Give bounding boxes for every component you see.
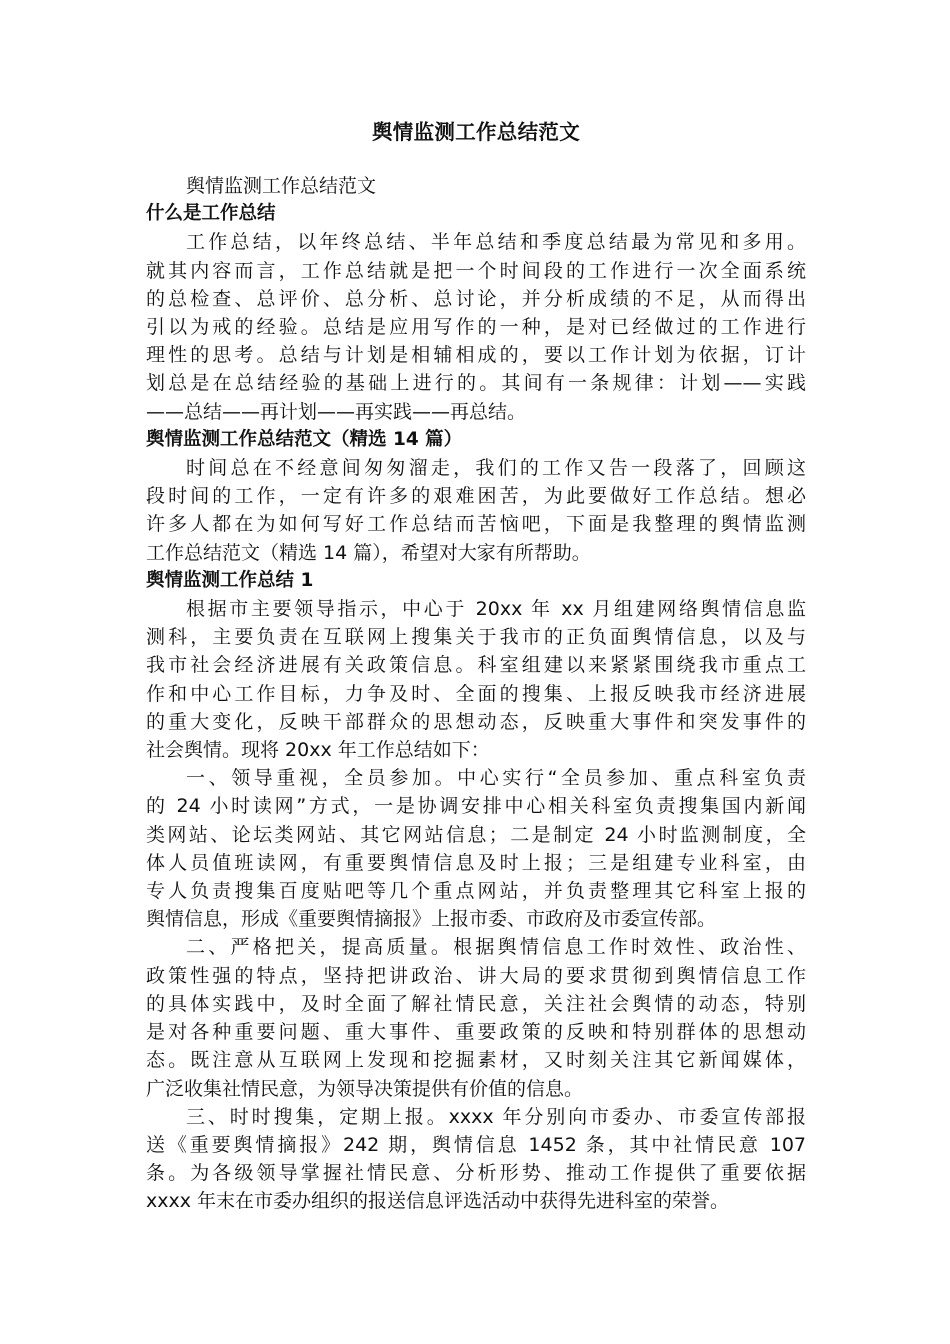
section-heading: 舆情监测工作总结范文（精选 14 篇）: [146, 428, 463, 450]
paragraph-line: 政策性强的特点，坚持把讲政治、讲大局的要求贯彻到舆情信息工作: [146, 964, 806, 987]
paragraph-line: 许多人都在为如何写好工作总结而苦恼吧，下面是我整理的舆情监测: [146, 513, 806, 536]
document-title: 舆情监测工作总结范文: [372, 120, 580, 144]
paragraph-line: 三、时时搜集，定期上报。xxxx 年分别向市委办、市委宣传部报: [186, 1105, 806, 1128]
paragraph-line: 是对各种重要问题、重大事件、重要政策的反映和特别群体的思想动: [146, 1021, 806, 1044]
document-subtitle: 舆情监测工作总结范文: [186, 175, 377, 197]
paragraph-line: 的总检查、总评价、总分析、总讨论，并分析成绩的不足，从而得出: [146, 287, 806, 310]
paragraph-line: 的具体实践中，及时全面了解社情民意，关注社会舆情的动态，特别: [146, 992, 806, 1015]
paragraph-line: 二、严格把关，提高质量。根据舆情信息工作时效性、政治性、: [186, 936, 806, 959]
paragraph-line: 作和中心工作目标，力争及时、全面的搜集、上报反映我市经济进展: [146, 682, 806, 705]
paragraph-line: 的 24 小时读网”方式，一是协调安排中心相关科室负责搜集国内新闻: [146, 795, 806, 818]
body-paragraph: [146, 764, 806, 933]
paragraph-line: 段时间的工作，一定有许多的艰难困苦，为此要做好工作总结。想必: [146, 485, 806, 508]
paragraph-line: 舆情信息，形成《重要舆情摘报》上报市委、市政府及市委宣传部。: [146, 908, 717, 931]
body-paragraph: [146, 933, 806, 1102]
paragraph-line: 就其内容而言，工作总结就是把一个时间段的工作进行一次全面系统: [146, 259, 806, 282]
paragraph-line: 引以为戒的经验。总结是应用写作的一种，是对已经做过的工作进行: [146, 316, 806, 339]
paragraph-line: 条。为各级领导掌握社情民意、分析形势、推动工作提供了重要依据: [146, 1162, 806, 1185]
paragraph-line: 工作总结，以年终总结、半年总结和季度总结最为常见和多用。: [186, 231, 806, 254]
paragraph-line: 社会舆情。现将 20xx 年工作总结如下：: [146, 739, 490, 762]
section-heading: 舆情监测工作总结 1: [146, 569, 314, 591]
paragraph-line: 态。既注意从互联网上发现和挖掘素材，又时刻关注其它新闻媒体，: [146, 1049, 806, 1072]
body-paragraph: [146, 595, 806, 764]
paragraph-line: 我市社会经济进展有关政策信息。科室组建以来紧紧围绕我市重点工: [146, 654, 806, 677]
body-paragraph: [146, 454, 806, 567]
paragraph-line: 根据市主要领导指示，中心于 20xx 年 xx 月组建网络舆情信息监: [186, 598, 806, 621]
body-paragraph: [146, 228, 806, 425]
paragraph-line: 理性的思考。总结与计划是相辅相成的，要以工作计划为依据，订计: [146, 344, 806, 367]
paragraph-line: ——总结——再计划——再实践——再总结。: [146, 400, 527, 423]
paragraph-line: 一、领导重视，全员参加。中心实行“全员参加、重点科室负责: [186, 767, 806, 790]
body-paragraph: [146, 1103, 806, 1216]
paragraph-line: 广泛收集社情民意，为领导决策提供有价值的信息。: [146, 1077, 584, 1100]
section-heading: 什么是工作总结: [146, 203, 276, 225]
paragraph-line: 类网站、论坛类网站、其它网站信息；二是制定 24 小时监测制度，全: [146, 823, 806, 846]
paragraph-line: 工作总结范文（精选 14 篇），希望对大家有所帮助。: [146, 541, 591, 564]
paragraph-line: 的重大变化，反映干部群众的思想动态，反映重大事件和突发事件的: [146, 710, 806, 733]
document-body: [146, 200, 806, 1215]
paragraph-line: 体人员值班读网，有重要舆情信息及时上报；三是组建专业科室，由: [146, 851, 806, 874]
paragraph-line: xxxx 年末在市委办组织的报送信息评选活动中获得先进科室的荣誉。: [146, 1190, 730, 1213]
document-page: [146, 112, 806, 1216]
paragraph-line: 时间总在不经意间匆匆溜走，我们的工作又告一段落了，回顾这: [186, 457, 806, 480]
paragraph-line: 测科，主要负责在互联网上搜集关于我市的正负面舆情信息，以及与: [146, 626, 806, 649]
paragraph-line: 划总是在总结经验的基础上进行的。其间有一条规律：计划——实践: [146, 372, 806, 395]
paragraph-line: 专人负责搜集百度贴吧等几个重点网站，并负责整理其它科室上报的: [146, 880, 806, 903]
paragraph-line: 送《重要舆情摘报》242 期，舆情信息 1452 条，其中社情民意 107: [146, 1133, 806, 1156]
